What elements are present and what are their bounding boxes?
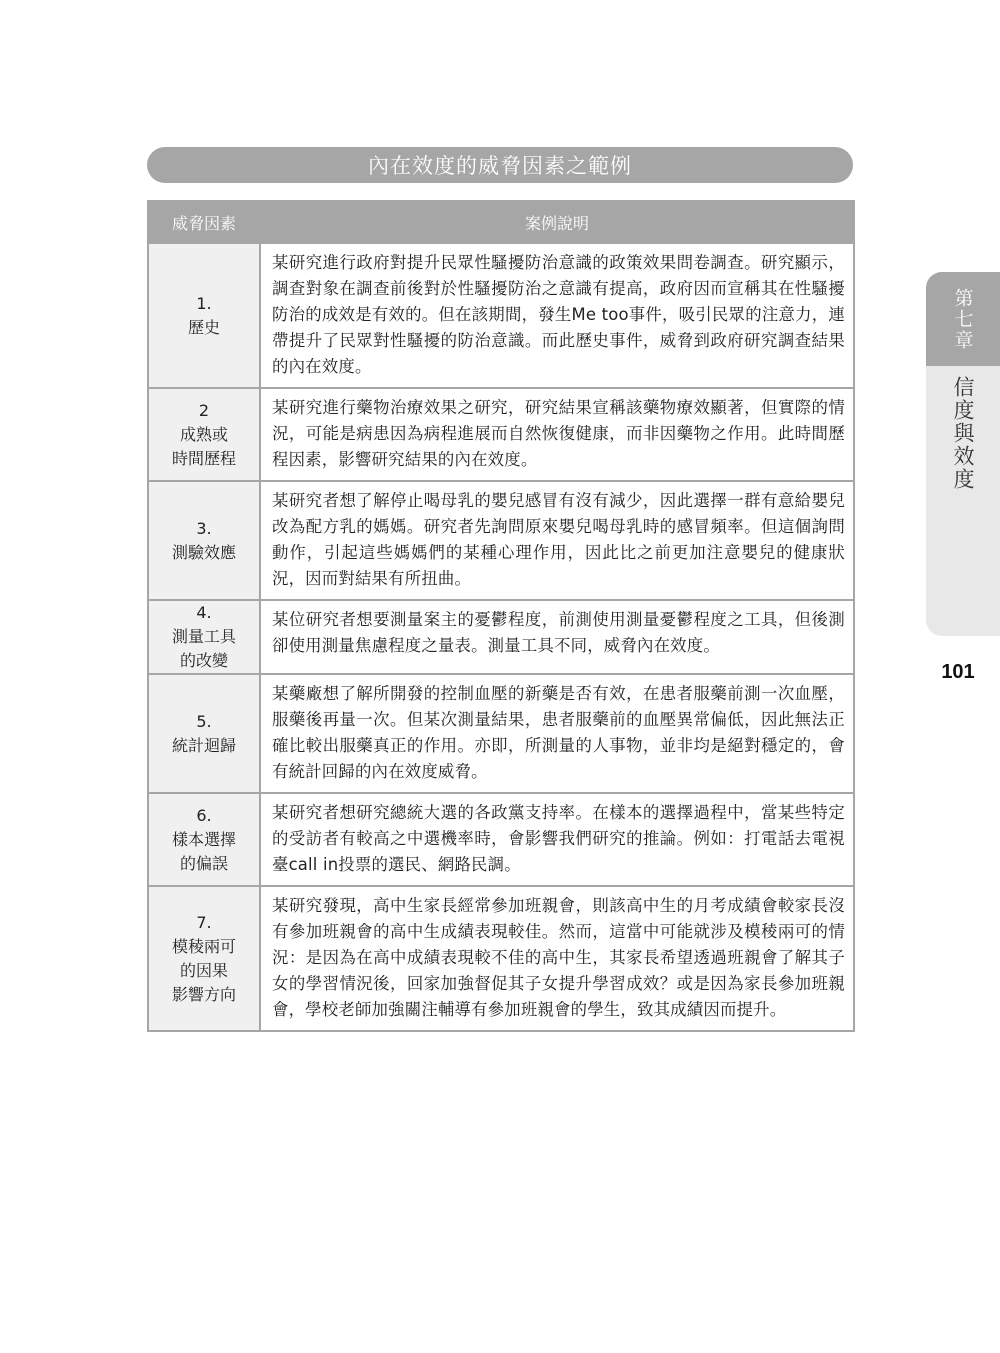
- threat-factor: [148, 243, 260, 388]
- page-number: 101: [941, 661, 975, 683]
- table-row: [148, 243, 854, 388]
- factor-line: 統計迴歸: [171, 735, 236, 755]
- threat-factor: [148, 886, 260, 1031]
- threat-factor: [148, 481, 260, 600]
- case-description: 某研究發現，高中生家長經常參加班親會，則該高中生的月考成績會較家長沒有參加班親會的高中生成績表現較佳。然而，這當中可能就涉及模稜兩可的情況：是因為在高中成績表現較不佳的高中生，其家長希望透過班親會了解其子女的學習情況後，回家加強督促其子女提升學習成效？或是因為家長參加班親會，學校老師加強關注輔導有參加班親會的學生，致其成績因而提升。: [260, 886, 854, 1031]
- chapter-label: 第七章: [926, 272, 1000, 366]
- factor-line: 2: [198, 400, 210, 420]
- factor-line: 時間歷程: [171, 448, 236, 468]
- factor-line: 模稜兩可: [171, 936, 236, 956]
- factor-line: 歷史: [187, 317, 220, 337]
- factor-line: 3.: [196, 518, 212, 538]
- factor-line: 1.: [196, 293, 212, 313]
- threat-table: [147, 200, 855, 1032]
- threat-factor: [148, 674, 260, 793]
- factor-line: 測驗效應: [171, 542, 236, 562]
- table-row: [148, 886, 854, 1031]
- factor-line: 成熟或: [179, 424, 228, 444]
- factor-line: 測量工具: [171, 627, 236, 646]
- chapter-tab: [926, 272, 1000, 636]
- table-row: [148, 793, 854, 886]
- factor-line: 6.: [196, 805, 212, 825]
- chapter-name: 信度與效度: [951, 376, 975, 491]
- table-row: [148, 388, 854, 481]
- factor-line: 影響方向: [171, 984, 236, 1004]
- table-row: [148, 674, 854, 793]
- factor-line: 的偏誤: [179, 853, 228, 873]
- factor-line: 樣本選擇: [171, 829, 236, 849]
- factor-line: 的因果: [179, 960, 228, 980]
- case-description: 某研究者想了解停止喝母乳的嬰兒感冒有沒有減少，因此選擇一群有意給嬰兒改為配方乳的媽媽。研究者先詢問原來嬰兒喝母乳時的感冒頻率。但這個詢問動作，引起這些媽媽們的某種心理作用，因此比之前更加注意嬰兒的健康狀況，因而對結果有所扭曲。: [260, 481, 854, 600]
- case-description: 某研究進行藥物治療效果之研究，研究結果宣稱該藥物療效顯著，但實際的情況，可能是病患因為病程進展而自然恢復健康，而非因藥物之作用。此時間歷程因素，影響研究結果的內在效度。: [260, 388, 854, 481]
- threat-factor: [148, 600, 260, 674]
- factor-line: 7.: [196, 912, 212, 932]
- table-title: 內在效度的威脅因素之範例: [147, 147, 853, 183]
- case-description: 某研究進行政府對提升民眾性騷擾防治意識的政策效果問卷調查。研究顯示，調查對象在調查前後對於性騷擾防治之意識有提高，政府因而宣稱其在性騷擾防治的成效是有效的。但在該期間，發生Me too事件，吸引民眾的注意力，連帶提升了民眾對性騷擾的防治意識。而此歷史事件，威脅到政府研究調查結果的內在效度。: [260, 243, 854, 388]
- threat-factor: [148, 793, 260, 886]
- case-description: 某藥廠想了解所開發的控制血壓的新藥是否有效，在患者服藥前測一次血壓，服藥後再量一次。但某次測量結果，患者服藥前的血壓異常偏低，因此無法正確比較出服藥真正的作用。亦即，所測量的人事物，並非均是絕對穩定的，會有統計回歸的內在效度威脅。: [260, 674, 854, 793]
- factor-line: 4.: [196, 603, 212, 622]
- factor-line: 5.: [196, 711, 212, 731]
- table-row: [148, 481, 854, 600]
- header-description: 案例說明: [260, 201, 854, 243]
- table-header-row: [148, 201, 854, 243]
- header-factor: 威脅因素: [148, 201, 260, 243]
- case-description: 某研究者想研究總統大選的各政黨支持率。在樣本的選擇過程中，當某些特定的受訪者有較高之中選機率時，會影響我們研究的推論。例如：打電話去電視臺call in投票的選民、網路民調。: [260, 793, 854, 886]
- factor-line: 的改變: [179, 651, 228, 670]
- threat-factor: [148, 388, 260, 481]
- table-row: [148, 600, 854, 674]
- case-description: 某位研究者想要測量案主的憂鬱程度，前測使用測量憂鬱程度之工具，但後測卻使用測量焦慮程度之量表。測量工具不同，威脅內在效度。: [260, 600, 854, 674]
